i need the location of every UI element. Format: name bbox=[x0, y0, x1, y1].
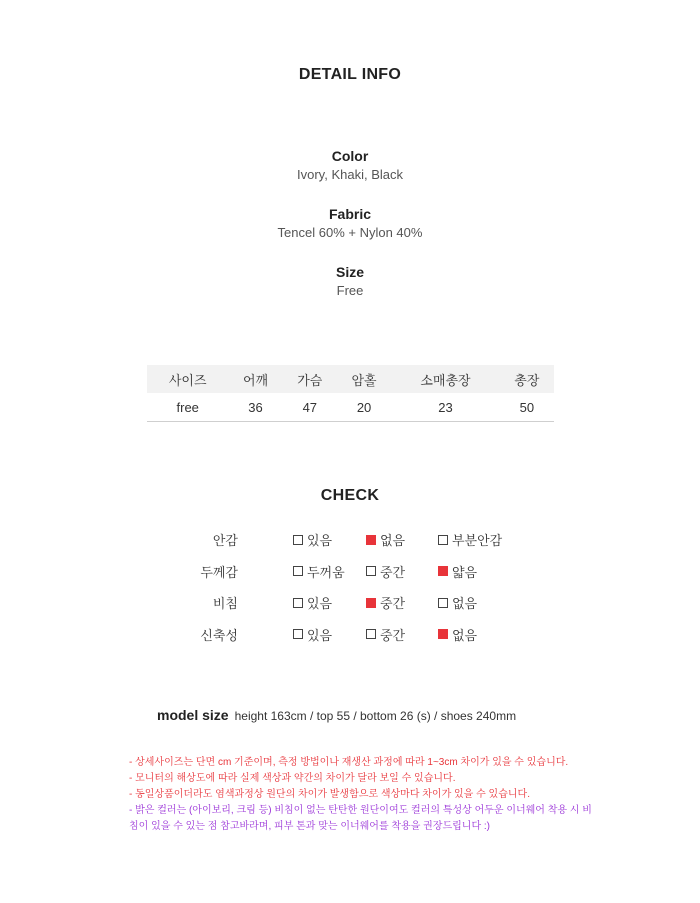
check-option bbox=[438, 562, 477, 581]
spec-value: Tencel 60% + Nylon 40% bbox=[277, 225, 423, 240]
size-table-cell: 50 bbox=[500, 393, 554, 422]
size-table-header: 총장 bbox=[500, 365, 554, 393]
check-option-label: 중간 bbox=[380, 564, 406, 580]
check-grid bbox=[0, 527, 700, 653]
checkbox-icon bbox=[293, 535, 303, 545]
size-table-cell: 23 bbox=[391, 393, 500, 422]
check-option-label: 없음 bbox=[452, 596, 478, 611]
spec-label: Size bbox=[335, 264, 364, 280]
check-option-label: 중간 bbox=[380, 627, 406, 643]
spec-color bbox=[0, 148, 700, 182]
spec-value: Free bbox=[336, 283, 364, 298]
checkbox-icon bbox=[293, 598, 303, 608]
model-size-value: height 163cm / top 55 / bottom 26 (s) / shoes 240mm bbox=[234, 709, 517, 723]
check-option-label: 없음 bbox=[452, 627, 478, 643]
check-option-label: 부분안감 bbox=[452, 533, 503, 548]
spec-label: Fabric bbox=[328, 206, 371, 222]
model-size bbox=[157, 707, 516, 725]
size-table bbox=[147, 365, 554, 422]
note-item: - 모니터의 해상도에 따라 실제 색상과 약간의 차이가 달라 보일 수 있습니다. bbox=[129, 773, 456, 784]
note-item: - 상세사이즈는 단면 cm 기준이며, 측정 방법이나 재생산 과정에 따라 1~3cm 차이가 있을 수 있습니다. bbox=[129, 757, 569, 768]
notes-list bbox=[129, 755, 599, 835]
size-table-header: 암홀 bbox=[337, 365, 391, 393]
check-row-lining bbox=[0, 527, 700, 559]
check-option-label: 없음 bbox=[380, 533, 406, 548]
check-option bbox=[293, 562, 345, 581]
table-row bbox=[147, 393, 554, 422]
check-option bbox=[438, 625, 477, 644]
checkbox-icon bbox=[366, 629, 376, 639]
check-option bbox=[366, 530, 405, 549]
model-size-label: model size bbox=[157, 707, 229, 723]
size-table-cell: 20 bbox=[337, 393, 391, 422]
checkbox-icon bbox=[293, 629, 303, 639]
check-row-stretch bbox=[0, 622, 700, 654]
check-option-label: 있음 bbox=[307, 533, 333, 548]
check-option bbox=[293, 625, 332, 644]
check-row-label: 안감 bbox=[212, 533, 238, 548]
check-title: CHECK bbox=[320, 487, 380, 504]
size-table-header: 소매총장 bbox=[391, 365, 500, 393]
check-option bbox=[438, 530, 502, 549]
check-option bbox=[293, 593, 332, 612]
size-table-header: 어깨 bbox=[228, 365, 282, 393]
check-option bbox=[366, 593, 405, 612]
spec-label: Color bbox=[331, 148, 369, 164]
spec-size bbox=[0, 264, 700, 298]
check-option bbox=[293, 530, 332, 549]
check-option-label: 있음 bbox=[307, 627, 333, 643]
spec-fabric bbox=[0, 206, 700, 240]
check-option-label: 두꺼움 bbox=[307, 564, 345, 580]
check-row-label: 비침 bbox=[212, 596, 238, 611]
check-option bbox=[366, 625, 405, 644]
check-row-thickness bbox=[0, 559, 700, 591]
checkbox-icon bbox=[293, 566, 303, 576]
note-item: - 동일상품이더라도 염색과정상 원단의 차이가 발생함으로 색상마다 차이가 있을 수 있습니다. bbox=[129, 789, 530, 800]
check-option-label: 중간 bbox=[380, 596, 406, 611]
check-row-label: 두께감 bbox=[200, 564, 238, 580]
checkbox-icon bbox=[438, 566, 448, 576]
checkbox-icon bbox=[366, 566, 376, 576]
detail-info-title: DETAIL INFO bbox=[298, 66, 402, 83]
size-table-header-row bbox=[147, 365, 554, 393]
size-table-header: 가슴 bbox=[283, 365, 337, 393]
check-option bbox=[366, 562, 405, 581]
check-option-label: 얇음 bbox=[452, 564, 478, 580]
size-table-cell: 36 bbox=[228, 393, 282, 422]
size-table-cell: 47 bbox=[283, 393, 337, 422]
check-option-label: 있음 bbox=[307, 596, 333, 611]
note-item: - 밝은 컬러는 (아이보리, 크림 등) 비침이 없는 탄탄한 원단이여도 컬러의 특성상 어두운 이너웨어 착용 시 비침이 있을 수 있는 점 참고바라며, 피부 톤과 맞는 이너웨어를 착용을 권장드립니다 :) bbox=[129, 805, 592, 832]
check-row-sheerness bbox=[0, 590, 700, 622]
checkbox-icon bbox=[438, 535, 448, 545]
checkbox-icon bbox=[438, 598, 448, 608]
spec-value: Ivory, Khaki, Black bbox=[297, 167, 403, 182]
checkbox-icon bbox=[366, 535, 376, 545]
checkbox-icon bbox=[366, 598, 376, 608]
checkbox-icon bbox=[438, 629, 448, 639]
size-table-header: 사이즈 bbox=[147, 365, 228, 393]
size-table-cell: free bbox=[147, 393, 228, 422]
check-option bbox=[438, 593, 477, 612]
check-row-label: 신축성 bbox=[200, 627, 238, 643]
